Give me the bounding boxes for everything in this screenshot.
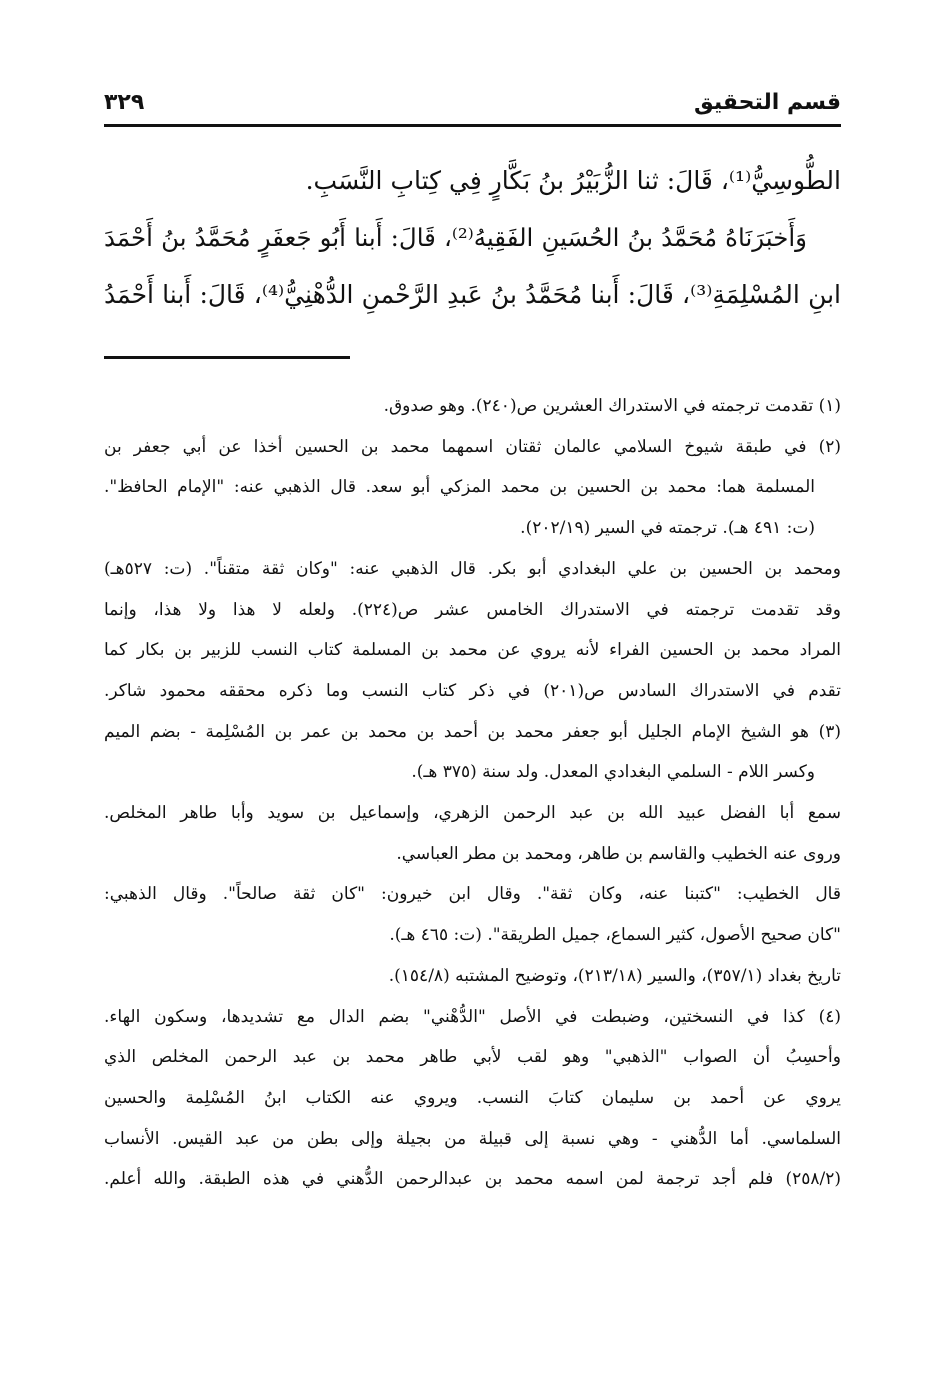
footnote-line: (ت: ٤٩١ هـ). ترجمته في السير (٢٠٢/١٩). [520,518,815,539]
footnote-line: (١) تقدمت ترجمته في الاستدراك العشرين ص(٢٤٠). وهو صدوق. [383,396,841,416]
footnote-line: المراد محمد بن الحسين الفراء لأنه يروي عن محمد بن المسلمة كتاب النسب للزبير بن بكار كما [104,640,841,661]
section-title: قسم التحقيق [694,90,841,115]
footnote-line: السلماسي. أما الدُّهني - وهي نسبة إلى قبيلة من بجيلة وإلى بطن من عبد القيس. الأنساب [104,1128,841,1149]
footnote-line: وروى عنه الخطيب والقاسم بن طاهر، ومحمد بن مطر العباسي. [396,843,841,864]
footnote-line: وكسر اللام - السلمي البغدادي المعدل. ولد سنة (٣٧٥ هـ). [411,762,815,783]
footnote-line: (٢٥٨/٢) فلم أجد ترجمة لمن اسمه محمد بن عبدالرحمن الدُّهني في هذه الطبقة. والله أعلم. [104,1169,841,1190]
footnote-line: يروي عن أحمد بن سليمان كتابَ النسب. ويروي عنه الكتاب ابنُ المُسْلِمة والحسين [104,1087,841,1108]
footnote-line: وأحسِبُ أن الصواب "الذهبي" وهو لقب لأبي طاهر محمد بن عبد الرحمن المخلص الذي [104,1047,841,1068]
footnote-line: ومحمد بن الحسين بن علي البغدادي أبو بكر. قال الذهبي عنه: "وكان ثقة متقناً". (ت: ٥٢٧هـ) [104,558,841,579]
main-line: الطُّوسِيُّ⁽¹⁾، قَالَ: ثنا الزُّبَيْرُ بنُ بَكَّارٍ فِي كِتابِ النَّسَبِ. [305,166,841,195]
footnote-line: قال الخطيب: "كتبنا عنه، وكان ثقة". وقال ابن خيرون: "كان ثقة صالحاً". وقال الذهبي: [104,884,841,905]
footnote-line: المسلمة هما: محمد بن الحسين بن محمد المزكي أبو سعد. قال الذهبي عنه: "الإمام الحافظ". [104,477,815,498]
footnote-line: "كان صحيح الأصول، كثير السماع، جميل الطريقة". (ت: ٤٦٥ هـ). [389,925,841,946]
footnote-line: (٣) هو الشيخ الإمام الجليل أبو جعفر محمد بن أحمد بن محمد بن عمر بن المُسْلِمة - بضم الميم [104,721,841,742]
running-header [104,84,841,127]
page-number: ٣٢٩ [104,90,145,115]
main-text [104,152,841,323]
footnote-line: (٤) كذا في النسختين، وضبطت في الأصل "الدُّهْني" بضم الدال مع تشديدها، وسكون الهاء. [104,1006,841,1027]
footnote-line: (٢) في طبقة شيوخ السلامي عالمان ثقتان اسمهما محمد بن الحسين أخذا عن أبي جعفر بن [104,436,841,457]
footnote-line: وقد تقدمت ترجمته في الاستدراك الخامس عشر ص(٢٢٤). ولعله لا هذا ولا هذا، وإنما [104,599,841,620]
footnote-line: تقدم في الاستدراك السادس ص(٢٠١) في ذكر كتاب النسب وما ذكره محققه محمود شاكر. [104,680,841,701]
footnote-line: تاريخ بغداد (٣٥٧/١)، والسير (٢١٣/١٨)، وتوضيح المشتبه (١٥٤/٨). [388,965,841,986]
main-line: ابنِ المُسْلِمَةِ⁽³⁾، قَالَ: أَبنا مُحَمَّدُ بنُ عَبدِ الرَّحْمنِ الدُّهْنِيُّ⁽⁴⁾، قَالَ: أَبنا أَحْمَدُ [104,280,842,309]
footnote-separator [104,356,350,359]
main-line: وَأَخبَرَنَاهُ مُحَمَّدُ بنُ الحُسَينِ الفَقِيهُ⁽²⁾، قَالَ: أَبنا أَبُو جَعفَرٍ مُحَمَّدُ بنُ أَحْمَدَ [104,223,807,252]
footnotes [104,386,841,1200]
footnote-line: سمع أبا الفضل عبيد الله بن عبد الرحمن الزهري، وإسماعيل بن سويد وأبا طاهر المخلص. [104,803,841,824]
